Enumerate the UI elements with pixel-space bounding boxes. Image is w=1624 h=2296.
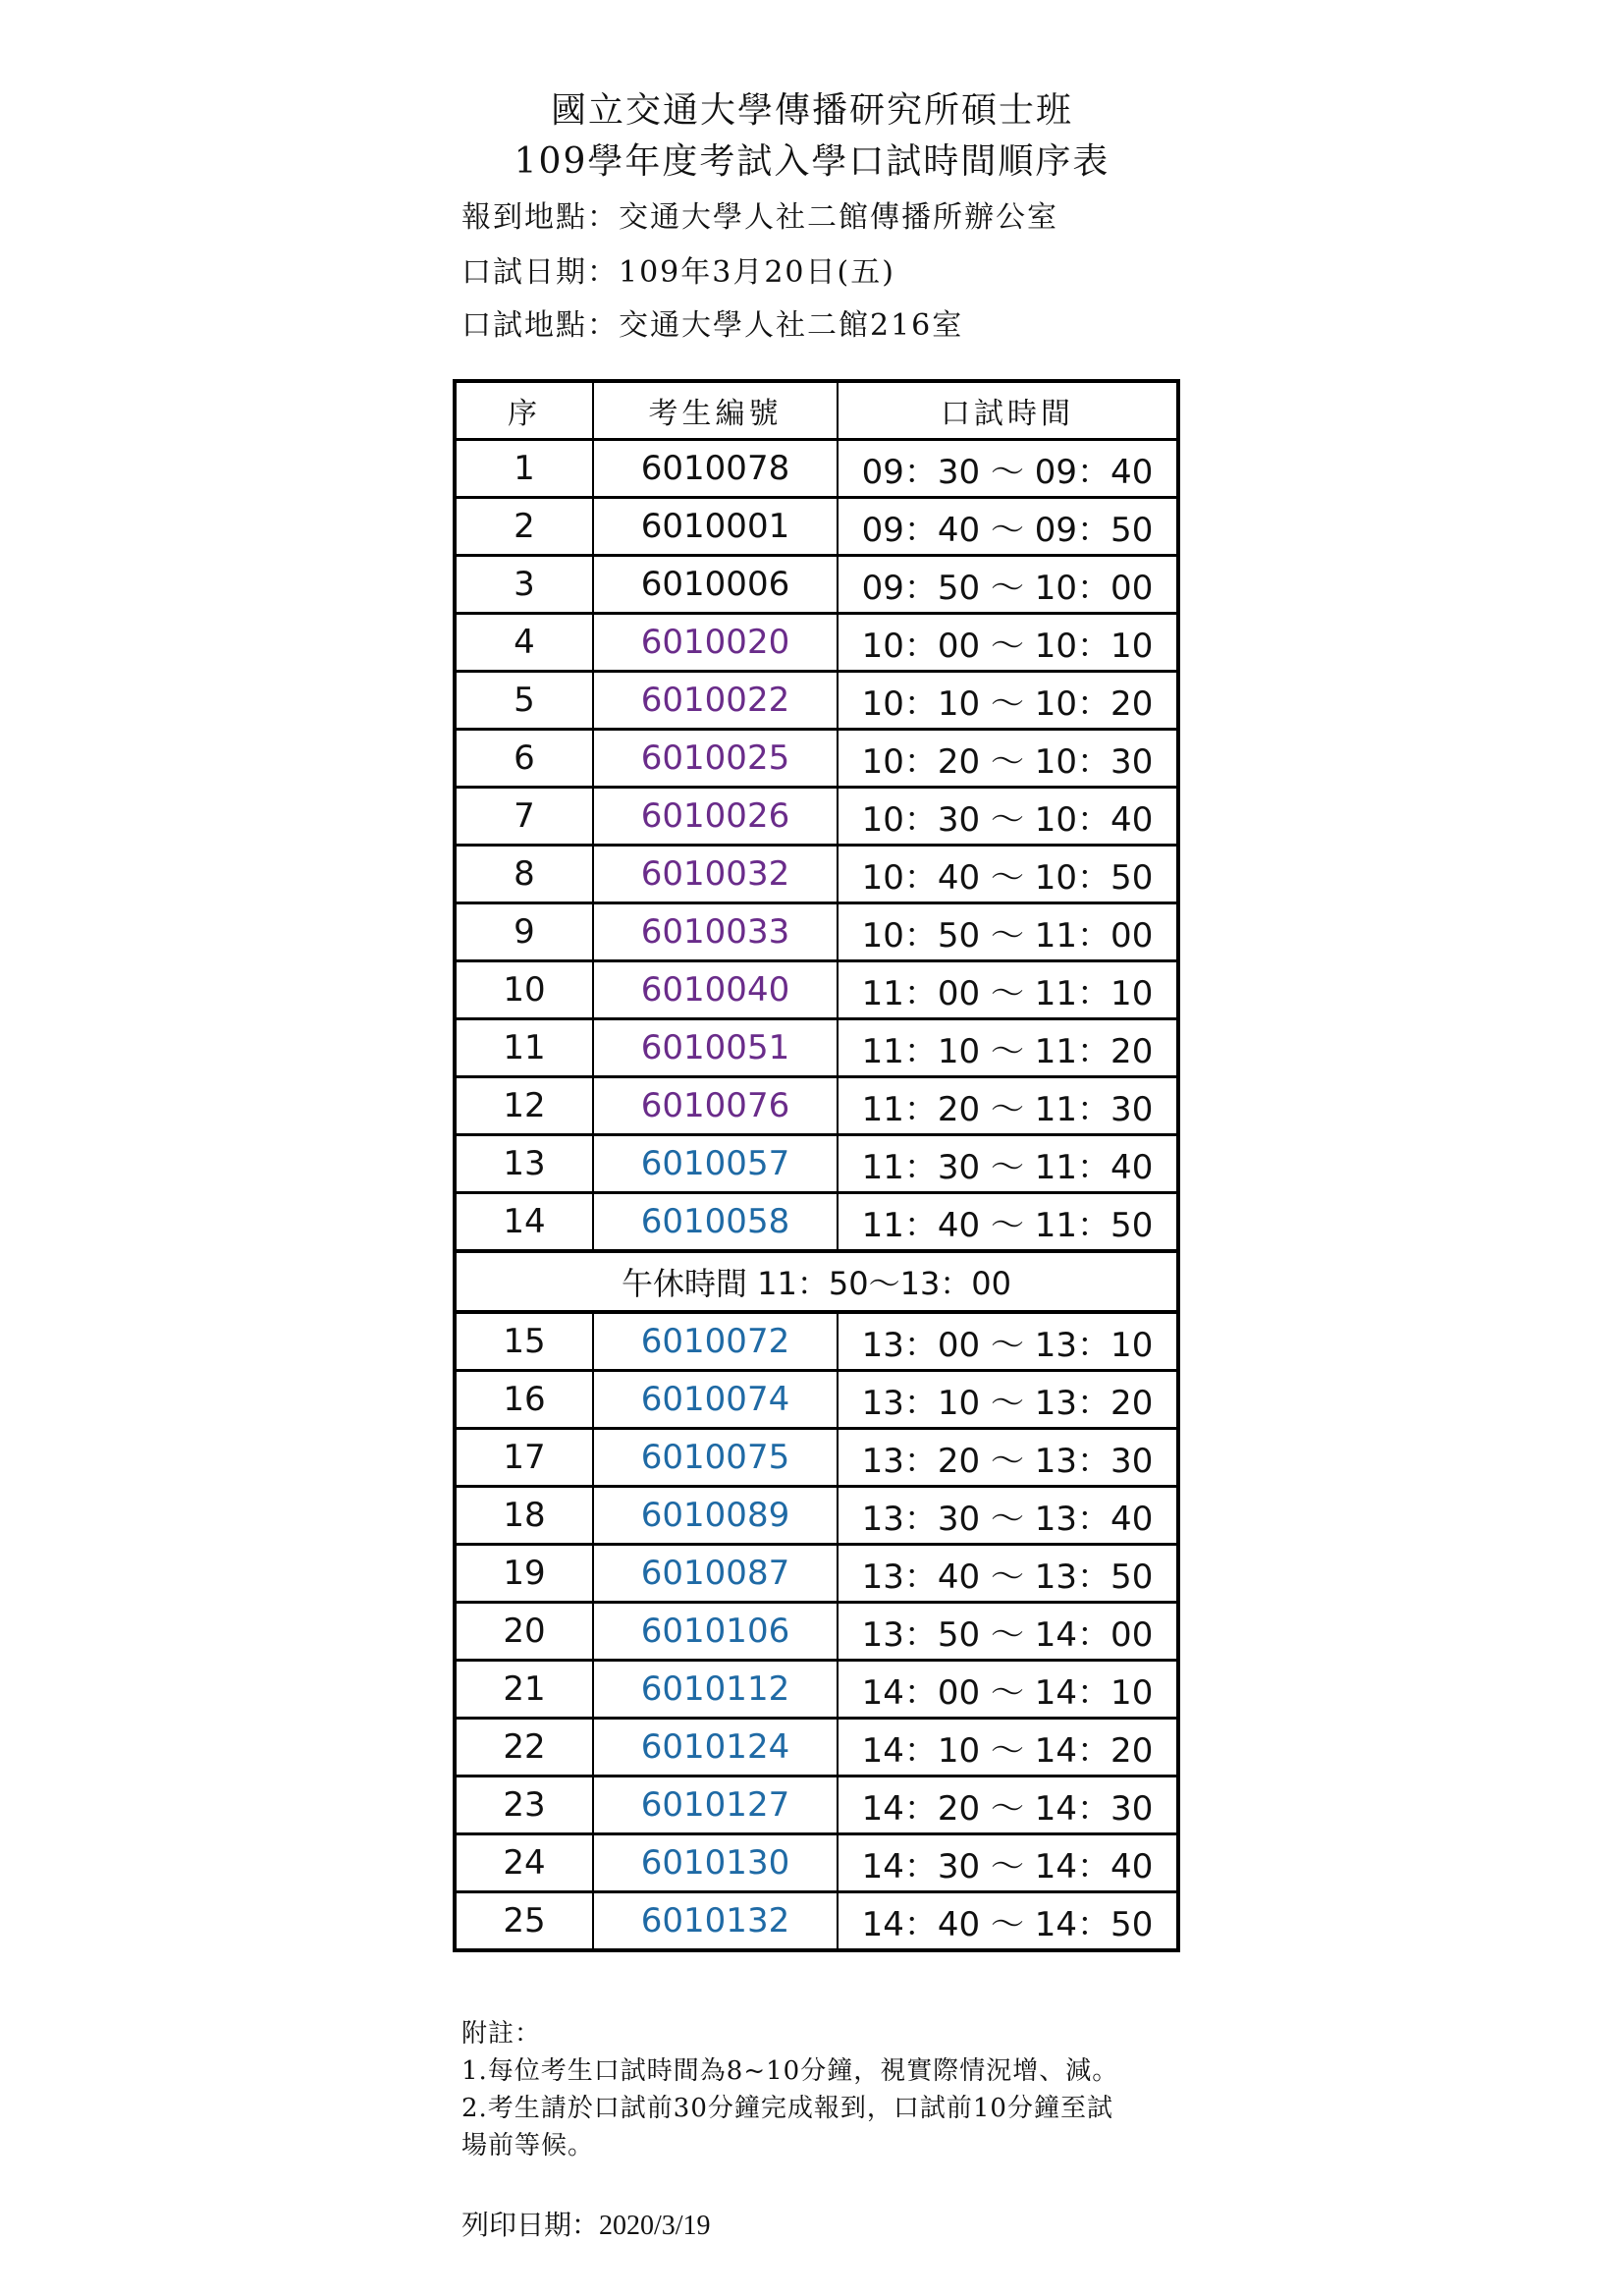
notes (461, 2015, 1118, 2164)
table-row (455, 961, 1178, 1019)
table-row (455, 1193, 1178, 1252)
exam-location: 口試地點：交通大學人社二館216室 (461, 308, 964, 343)
exam-time-cell: 09：50 ～ 10：00 (838, 556, 1178, 614)
candidate-id-cell: 6010025 (593, 730, 838, 788)
seq-cell: 2 (455, 498, 593, 556)
candidate-id-cell: 6010033 (593, 903, 838, 961)
seq-cell: 3 (455, 556, 593, 614)
table-row (455, 614, 1178, 672)
exam-time-cell: 14：10 ～ 14：20 (838, 1719, 1178, 1777)
exam-time-cell: 11：30 ～ 11：40 (838, 1135, 1178, 1193)
candidate-id-cell: 6010022 (593, 672, 838, 730)
exam-time-cell: 14：00 ～ 14：10 (838, 1661, 1178, 1719)
note-line-2: 2.考生請於口試前30分鐘完成報到，口試前10分鐘至試 (461, 2094, 1113, 2123)
candidate-id-cell: 6010051 (593, 1019, 838, 1077)
exam-time-cell: 09：40 ～ 09：50 (838, 498, 1178, 556)
candidate-id-cell: 6010076 (593, 1077, 838, 1135)
exam-time-cell: 13：00 ～ 13：10 (838, 1312, 1178, 1371)
seq-cell: 15 (455, 1312, 593, 1371)
exam-time-cell: 11：40 ～ 11：50 (838, 1193, 1178, 1252)
candidate-id-cell: 6010132 (593, 1892, 838, 1951)
seq-cell: 20 (455, 1603, 593, 1661)
header-candidate-id: 考生編號 (593, 381, 838, 440)
exam-date: 口試日期：109年3月20日(五) (461, 255, 895, 290)
seq-cell: 14 (455, 1193, 593, 1252)
exam-time-cell: 09：30 ～ 09：40 (838, 440, 1178, 498)
exam-time-cell: 13：40 ～ 13：50 (838, 1545, 1178, 1603)
report-location: 報到地點：交通大學人社二館傳播所辦公室 (461, 200, 1058, 235)
document-subtitle: 109學年度考試入學口試時間順序表 (514, 141, 1110, 182)
exam-time-cell: 14：30 ～ 14：40 (838, 1834, 1178, 1892)
table-row (455, 440, 1178, 498)
note-line-1: 1.每位考生口試時間為8~10分鐘，視實際情況增、減。 (461, 2056, 1119, 2086)
exam-time-cell: 13：20 ～ 13：30 (838, 1429, 1178, 1487)
table-row (455, 846, 1178, 903)
exam-time-cell: 11：10 ～ 11：20 (838, 1019, 1178, 1077)
candidate-id-cell: 6010112 (593, 1661, 838, 1719)
candidate-id-cell: 6010026 (593, 788, 838, 846)
exam-time-cell: 11：00 ～ 11：10 (838, 961, 1178, 1019)
exam-time-cell: 10：50 ～ 11：00 (838, 903, 1178, 961)
table-row (455, 1487, 1178, 1545)
table-row (455, 730, 1178, 788)
table-row (455, 1603, 1178, 1661)
table-row (455, 1312, 1178, 1371)
seq-cell: 25 (455, 1892, 593, 1951)
seq-cell: 1 (455, 440, 593, 498)
seq-cell: 22 (455, 1719, 593, 1777)
seq-cell: 4 (455, 614, 593, 672)
seq-cell: 24 (455, 1834, 593, 1892)
candidate-id-cell: 6010089 (593, 1487, 838, 1545)
header-exam-time: 口試時間 (838, 381, 1178, 440)
print-date: 列印日期：2020/3/19 (461, 2211, 711, 2241)
exam-time-cell: 13：50 ～ 14：00 (838, 1603, 1178, 1661)
document-title: 國立交通大學傳播研究所碩士班 (550, 90, 1073, 131)
seq-cell: 16 (455, 1371, 593, 1429)
exam-time-cell: 11：20 ～ 11：30 (838, 1077, 1178, 1135)
candidate-id-cell: 6010032 (593, 846, 838, 903)
table-row (455, 1135, 1178, 1193)
exam-time-cell: 13：10 ～ 13：20 (838, 1371, 1178, 1429)
seq-cell: 9 (455, 903, 593, 961)
table-header-row (455, 381, 1178, 440)
table-row (455, 498, 1178, 556)
table-row (455, 1429, 1178, 1487)
candidate-id-cell: 6010124 (593, 1719, 838, 1777)
table-row (455, 1834, 1178, 1892)
lunch-break-row (455, 1251, 1178, 1312)
lunch-break-label: 午休時間 11：50～13：00 (455, 1251, 1178, 1312)
seq-cell: 10 (455, 961, 593, 1019)
seq-cell: 18 (455, 1487, 593, 1545)
seq-cell: 5 (455, 672, 593, 730)
table-row (455, 903, 1178, 961)
candidate-id-cell: 6010040 (593, 961, 838, 1019)
candidate-id-cell: 6010020 (593, 614, 838, 672)
table-row (455, 1661, 1178, 1719)
exam-time-cell: 10：20 ～ 10：30 (838, 730, 1178, 788)
table-row (455, 672, 1178, 730)
notes-heading: 附註： (461, 2019, 542, 2049)
note-line-3: 場前等候。 (461, 2131, 595, 2160)
seq-cell: 6 (455, 730, 593, 788)
seq-cell: 19 (455, 1545, 593, 1603)
candidate-id-cell: 6010006 (593, 556, 838, 614)
seq-cell: 13 (455, 1135, 593, 1193)
table-row (455, 1545, 1178, 1603)
candidate-id-cell: 6010072 (593, 1312, 838, 1371)
seq-cell: 12 (455, 1077, 593, 1135)
exam-time-cell: 13：30 ～ 13：40 (838, 1487, 1178, 1545)
table-row (455, 556, 1178, 614)
seq-cell: 8 (455, 846, 593, 903)
header-seq: 序 (455, 381, 593, 440)
exam-time-cell: 14：20 ～ 14：30 (838, 1777, 1178, 1834)
seq-cell: 11 (455, 1019, 593, 1077)
seq-cell: 7 (455, 788, 593, 846)
candidate-id-cell: 6010127 (593, 1777, 838, 1834)
table-row (455, 1892, 1178, 1951)
table-row (455, 1371, 1178, 1429)
seq-cell: 23 (455, 1777, 593, 1834)
candidate-id-cell: 6010078 (593, 440, 838, 498)
candidate-id-cell: 6010074 (593, 1371, 838, 1429)
candidate-id-cell: 6010057 (593, 1135, 838, 1193)
exam-time-cell: 10：30 ～ 10：40 (838, 788, 1178, 846)
table-row (455, 788, 1178, 846)
candidate-id-cell: 6010001 (593, 498, 838, 556)
candidate-id-cell: 6010106 (593, 1603, 838, 1661)
morning-rows (455, 440, 1178, 1252)
exam-time-cell: 10：40 ～ 10：50 (838, 846, 1178, 903)
afternoon-rows (455, 1312, 1178, 1950)
lunch-break-section (455, 1251, 1178, 1312)
seq-cell: 21 (455, 1661, 593, 1719)
table-row (455, 1777, 1178, 1834)
table-row (455, 1077, 1178, 1135)
exam-time-cell: 10：00 ～ 10：10 (838, 614, 1178, 672)
candidate-id-cell: 6010087 (593, 1545, 838, 1603)
candidate-id-cell: 6010130 (593, 1834, 838, 1892)
exam-time-cell: 14：40 ～ 14：50 (838, 1892, 1178, 1951)
table-row (455, 1719, 1178, 1777)
candidate-id-cell: 6010058 (593, 1193, 838, 1252)
exam-time-cell: 10：10 ～ 10：20 (838, 672, 1178, 730)
schedule-table (453, 379, 1180, 1952)
candidate-id-cell: 6010075 (593, 1429, 838, 1487)
seq-cell: 17 (455, 1429, 593, 1487)
table-row (455, 1019, 1178, 1077)
